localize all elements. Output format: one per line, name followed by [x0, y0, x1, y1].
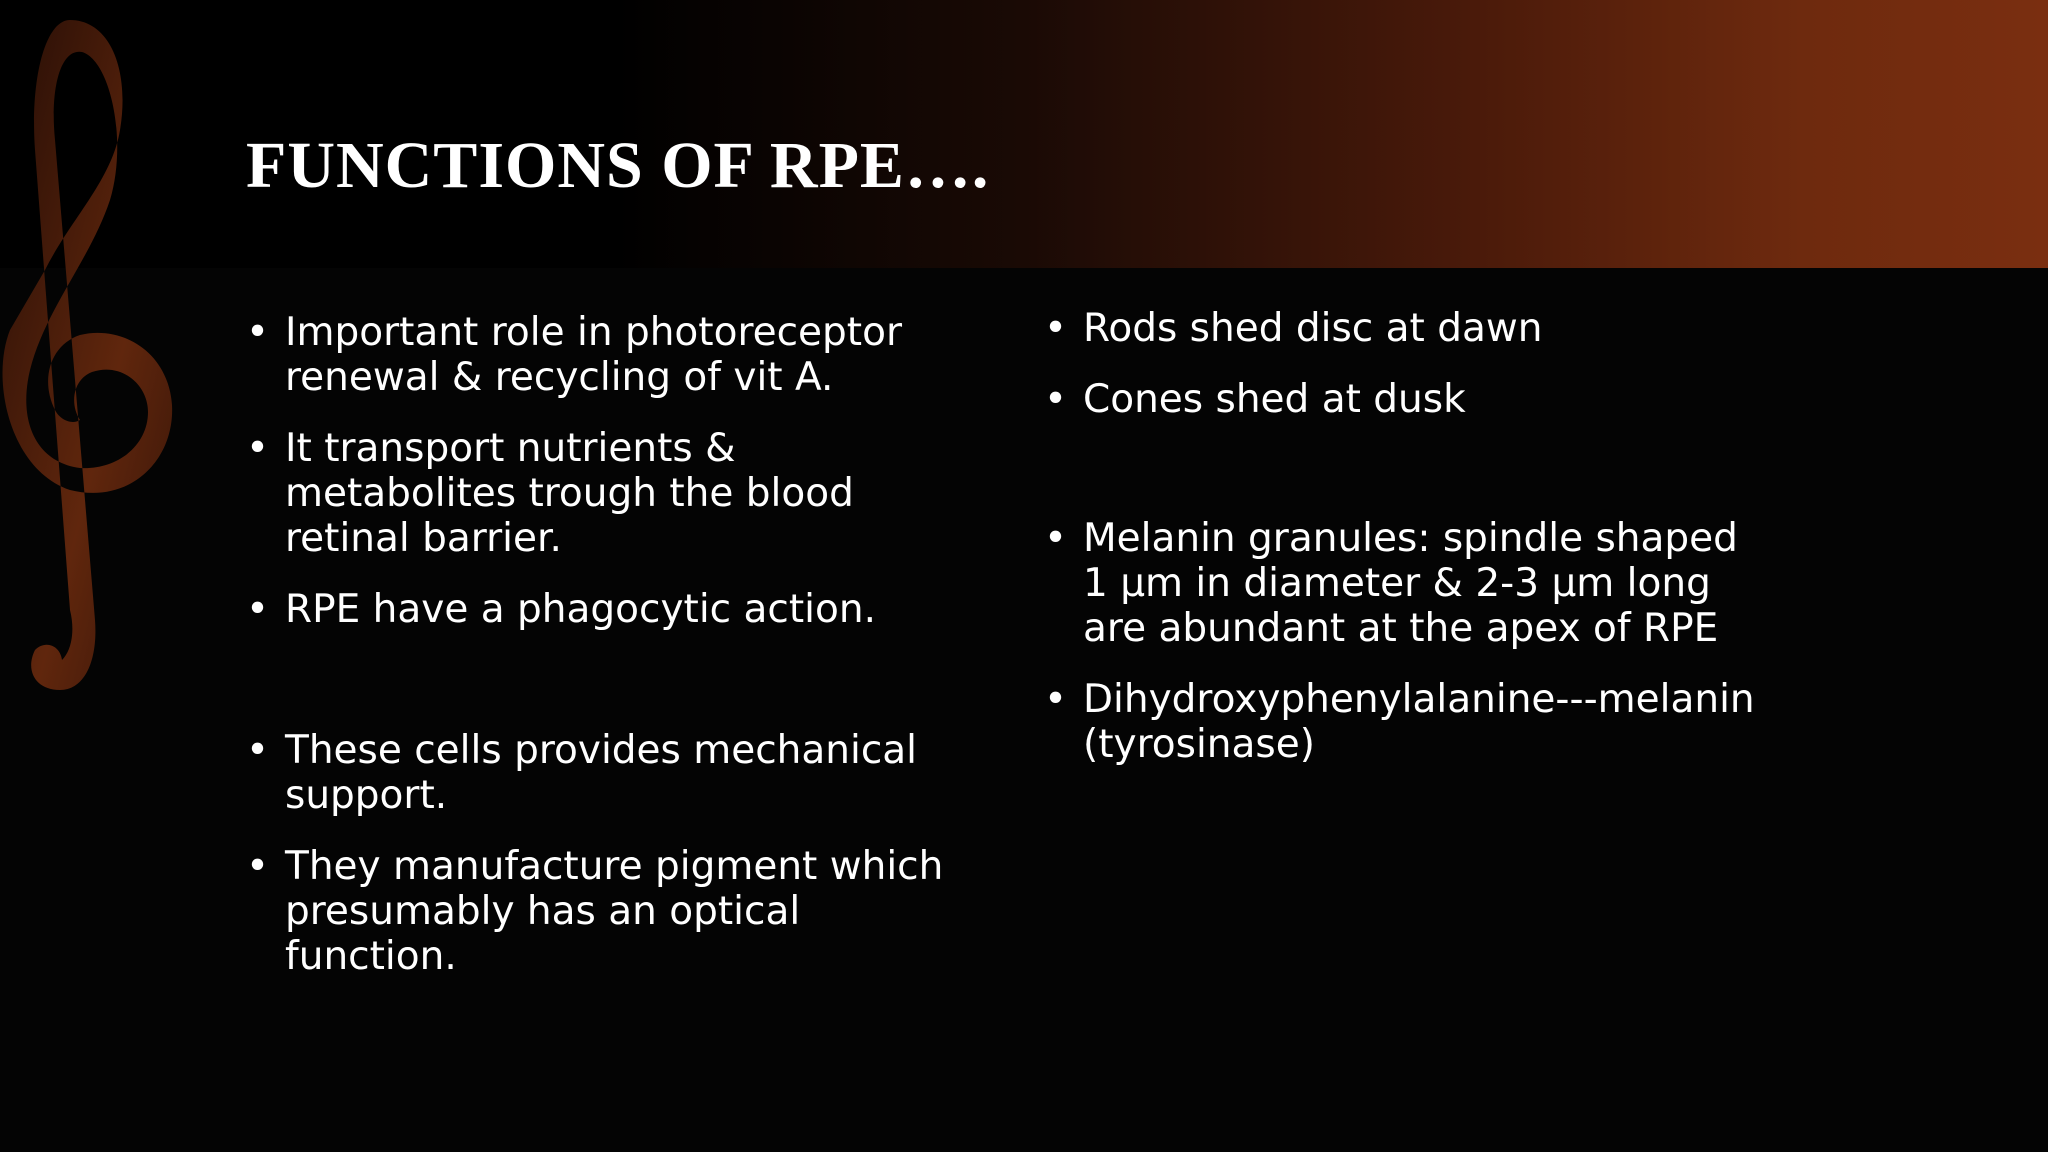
- list-item: • RPE have a phagocytic action.: [246, 587, 966, 632]
- list-item: • Melanin granules: spindle shaped 1 µm in diameter & 2-3 µm long are abundant at the apex of RPE: [1044, 516, 1764, 651]
- list-item: • Rods shed disc at dawn: [1044, 306, 1764, 351]
- list-item: • Important role in photoreceptor renewal & recycling of vit A.: [246, 310, 966, 400]
- list-item: • Dihydroxyphenylalanine---melanin (tyrosinase): [1044, 677, 1764, 767]
- left-bullet-list: [246, 310, 966, 1005]
- list-item: • Cones shed at dusk: [1044, 377, 1764, 422]
- slide-title: FUNCTIONS OF RPE….: [246, 129, 990, 202]
- list-item: • It transport nutrients & metabolites trough the blood retinal barrier.: [246, 426, 966, 561]
- list-item: • They manufacture pigment which presumably has an optical function.: [246, 844, 966, 979]
- treble-clef-icon: [0, 0, 200, 700]
- right-bullet-list: [1044, 306, 1764, 793]
- list-item: • These cells provides mechanical support.: [246, 728, 966, 818]
